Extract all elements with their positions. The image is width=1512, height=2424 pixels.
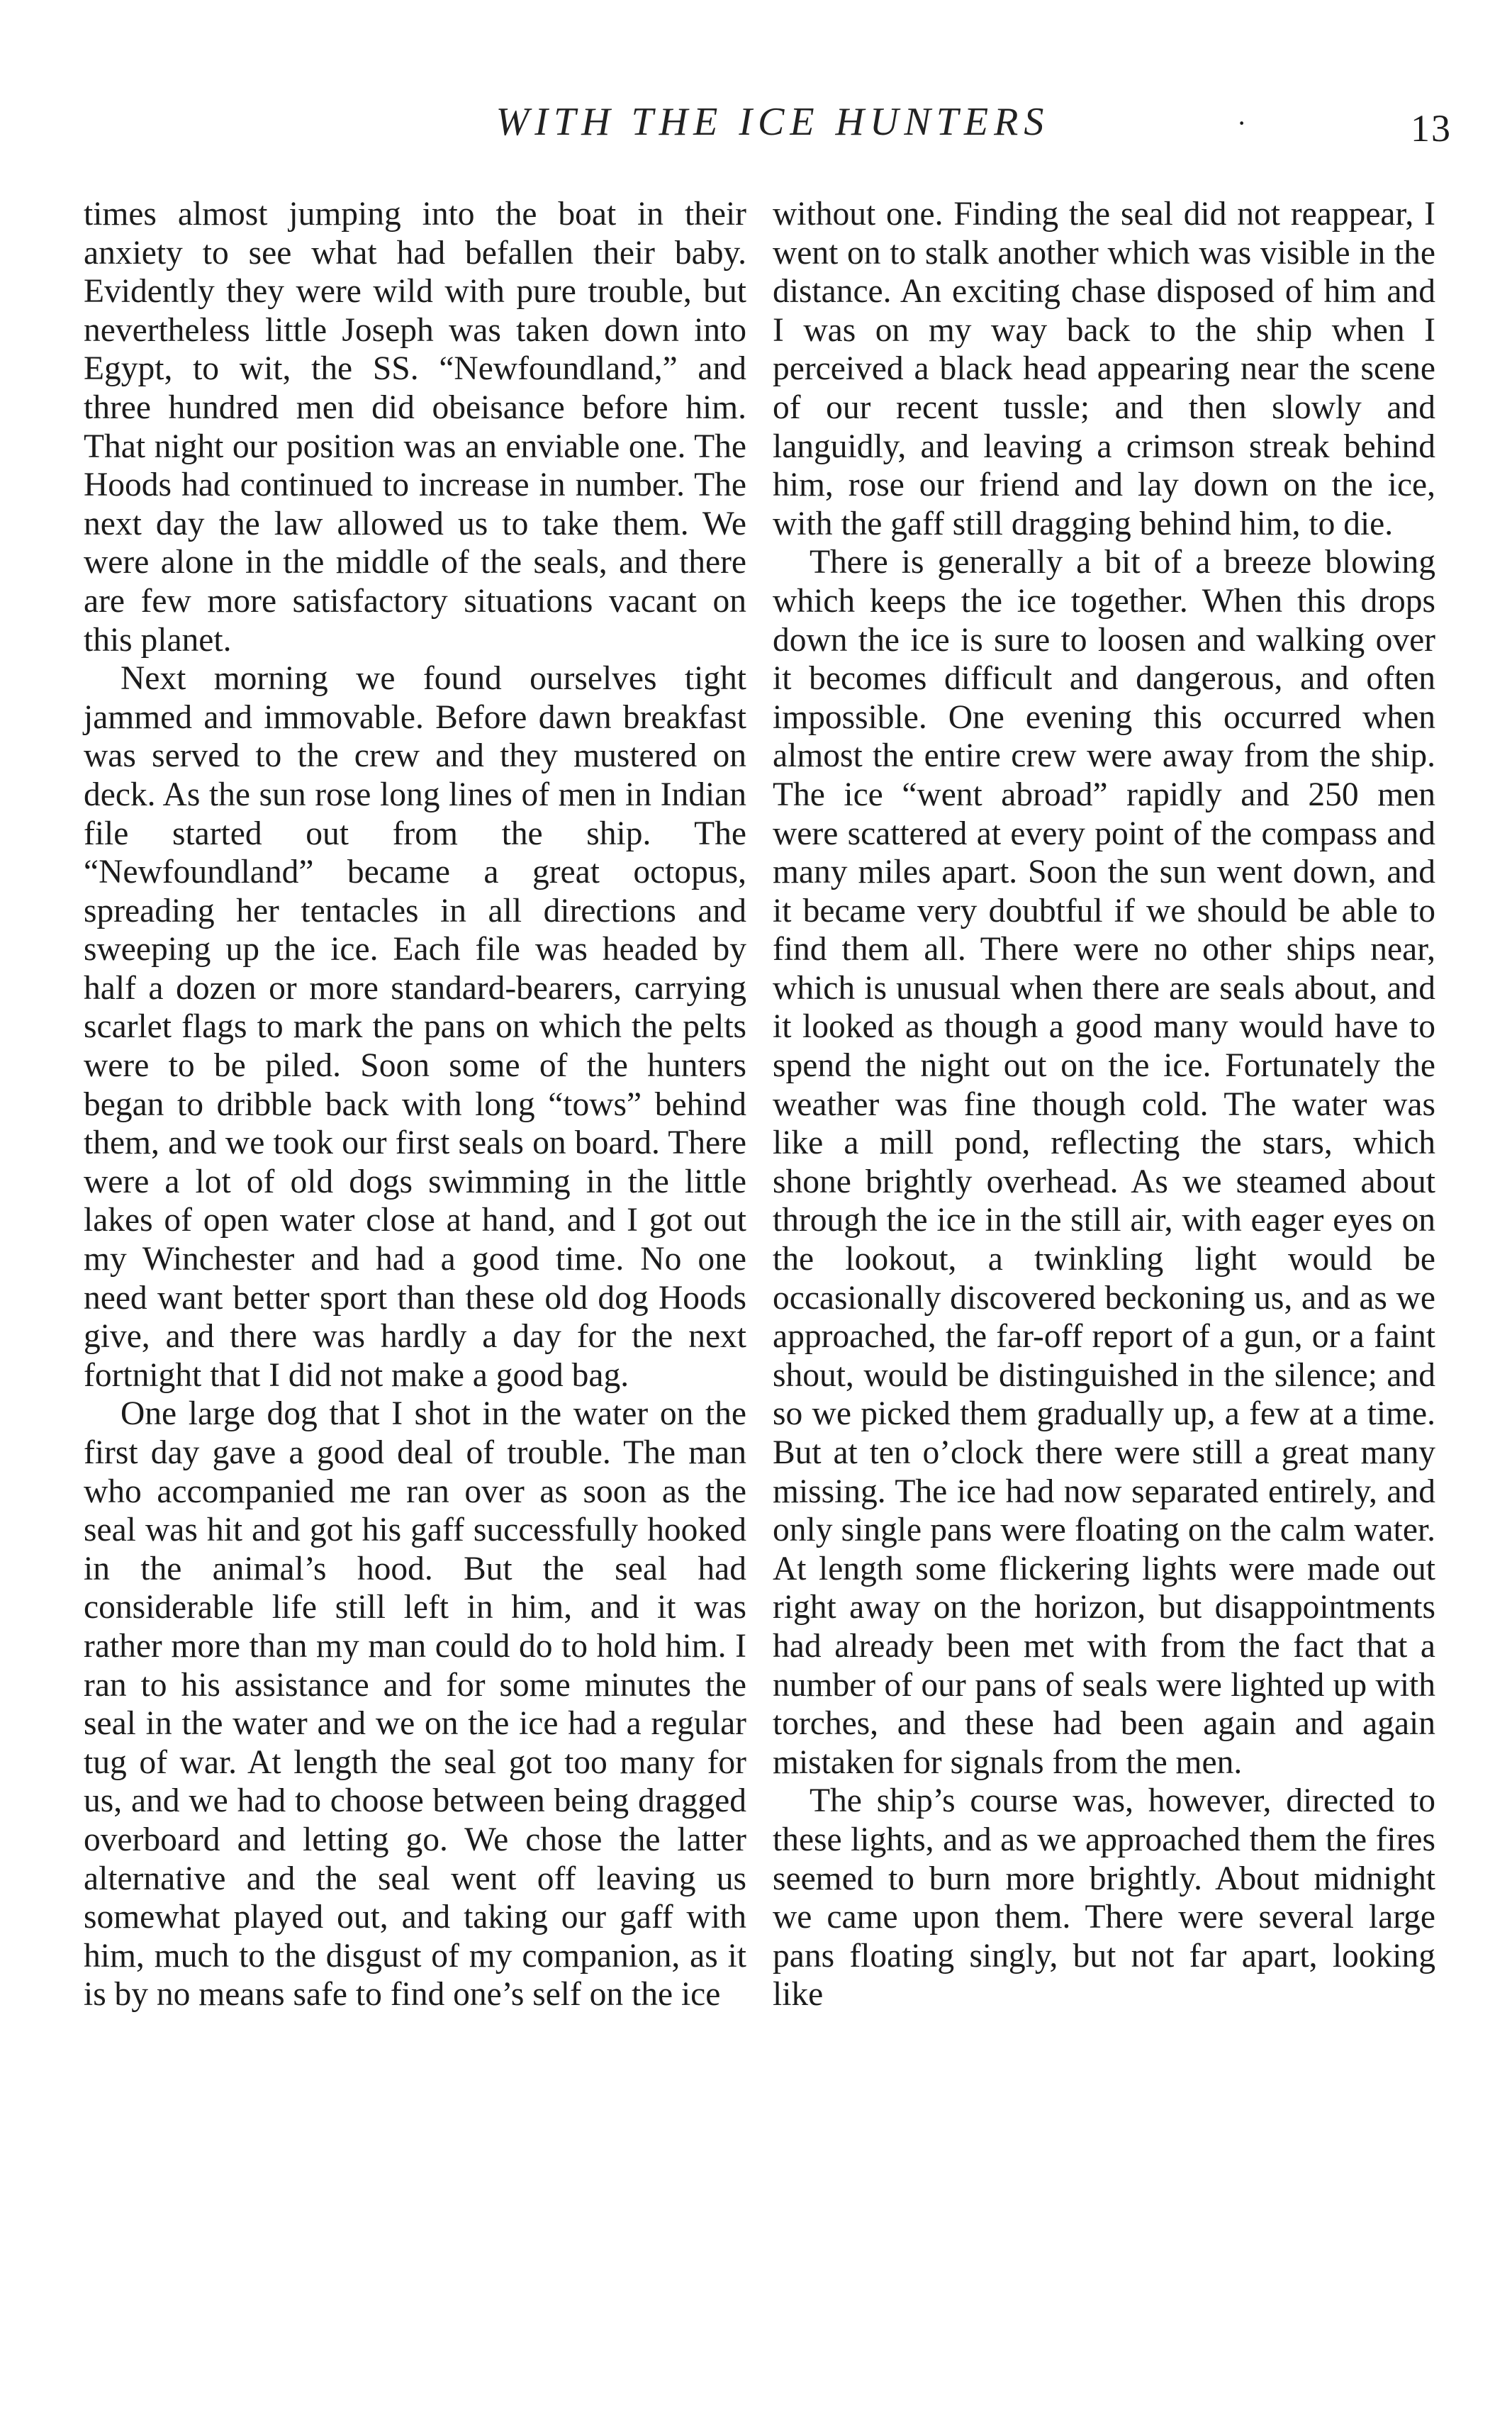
paragraph: without one. Finding the seal did not reappear, I went on to stalk another which was visible in the distance. An exciting chase disposed of him and I was on my way back to the ship when I perceived a black head appearing near the scene of our recent tussle; and then slowly and languidly, and leaving a crimson streak behind him, rose our friend and lay down on the ice, with the gaff still dragging behind him, to die. — [773, 196, 1435, 542]
paragraph: There is generally a bit of a breeze blowing which keeps the ice together. When this drops down the ice is sure to loosen and walking over it becomes difficult and dangerous, and often impossible. One evening this occurred when almost the entire crew were away from the ship. The ice “went abroad” rapidly and 250 men were scattered at every point of the compass and many miles apart. Soon the sun went down, and it became very doubtful if we should be able to find them all. There were no other ships near, which is unusual when there are seals about, and it looked as though a good many would have to spend the night out on the ice. Fortunately the weather was fine though cold. The water was like a mill pond, reflecting the stars, which shone brightly overhead. As we steamed about through the ice in the still air, with eager eyes on the lookout, a twinkling light would be occasionally discovered beckoning us, and as we approached, the far-off report of a gun, or a faint shout, would be distinguished in the silence; and so we picked them gradually up, a few at a time. But at ten o’clock there were still a great many missing. The ice had now separated entirely, and only single pans were floating on the calm water. At length some flickering lights were made out right away on the horizon, but disappointments had already been met with from the fact that a number of our pans of seals were lighted up with torches, and these had been again and again mistaken for signals from the men. — [773, 544, 1435, 1781]
paragraph: One large dog that I shot in the water on the first day gave a good deal of trouble. The man who accompanied me ran over as soon as the seal was hit and got his gaff successfully hooked in the animal’s hood. But the seal had considerable life still left in him, and it was rather more than my man could do to hold him. I ran to his assistance and for some minutes the seal in the water and we on the ice had a regular tug of war. At length the seal got too many for us, and we had to choose between being dragged overboard and letting go. We chose the latter alternative and the seal went off leaving us somewhat played out, and taking our gaff with him, much to the disgust of my companion, as it is by no means safe to find one’s self on the ice — [84, 1395, 746, 2014]
header-separator: · — [1237, 107, 1247, 139]
paragraph: The ship’s course was, however, directed to these lights, and as we approached them the fires seemed to burn more brightly. About midnight we came upon them. There were several large pans floating singly, but not far apart, looking like — [773, 1782, 1435, 2014]
right-column — [773, 195, 1435, 2014]
running-title: WITH THE ICE HUNTERS — [495, 100, 1050, 144]
left-column — [84, 195, 746, 2014]
paragraph: Next morning we found ourselves tight jammed and immovable. Before dawn breakfast was served to the crew and they mustered on deck. As the sun rose long lines of men in Indian file started out from the ship. The “Newfoundland” became a great octopus, spreading her tentacles in all directions and sweeping up the ice. Each file was headed by half a dozen or more standard-bearers, carrying scarlet flags to mark the pans on which the pelts were to be piled. Soon some of the hunters began to dribble back with long “tows” behind them, and we took our first seals on board. There were a lot of old dogs swimming in the little lakes of open water close at hand, and I got out my Winchester and had a good time. No one need want better sport than these old dog Hoods give, and there was hardly a day for the next fortnight that I did not make a good bag. — [84, 660, 746, 1394]
paragraph: times almost jumping into the boat in their anxiety to see what had befallen their baby. Evidently they were wild with pure trouble, but nevertheless little Joseph was taken down into Egypt, to wit, the SS. “Newfoundland,” and three hundred men did obeisance before him. That night our position was an enviable one. The Hoods had continued to increase in number. The next day the law allowed us to take them. We were alone in the middle of the seals, and there are few more satisfactory situations vacant on this planet. — [84, 196, 746, 659]
page-number: 13 — [1411, 107, 1452, 150]
